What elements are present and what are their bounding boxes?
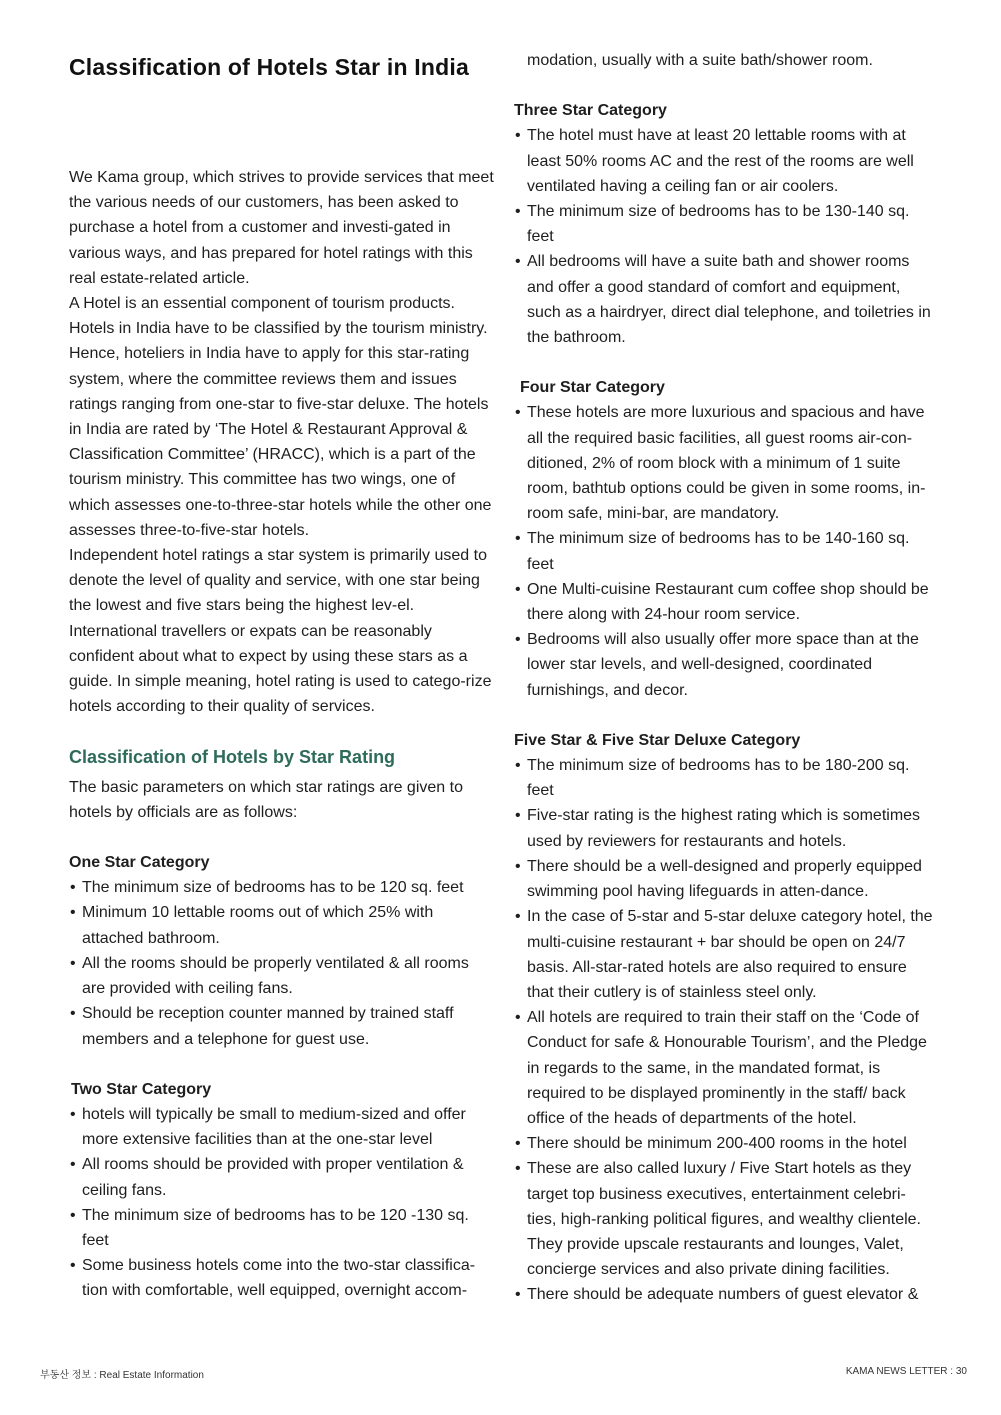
four-star-list bbox=[514, 400, 934, 702]
list-item: • One Multi-cuisine Restaurant cum coffee shop should be there along with 24-hour room service. bbox=[514, 577, 934, 627]
five-star-list bbox=[514, 753, 934, 1307]
page-title: Classification of Hotels Star in India bbox=[69, 54, 469, 80]
list-item: • The minimum size of bedrooms has to be 140-160 sq. feet bbox=[514, 526, 934, 576]
list-item: • These are also called luxury / Five Start hotels as they target top business executives, entertainment celebri-ties, high-ranking political figures, and wealthy clientele. They provide upscale restaurants and lounges, Valet, concierge services and also private dining facilities. bbox=[514, 1156, 934, 1282]
three-star-heading: Three Star Category bbox=[514, 102, 667, 120]
three-star-list bbox=[514, 123, 934, 350]
two-star-heading: Two Star Category bbox=[71, 1080, 212, 1098]
four-star-heading: Four Star Category bbox=[520, 379, 665, 397]
list-item: • There should be a well-designed and properly equipped swimming pool having lifeguards in atten-dance. bbox=[514, 854, 934, 904]
list-item: • In the case of 5-star and 5-star deluxe category hotel, the multi-cuisine restaurant + bar should be open on 24/7 basis. All-star-rated hotels are also required to ensure that their cutlery is of stainless steel only. bbox=[514, 904, 934, 1005]
list-item: • hotels will typically be small to medium-sized and offer more extensive facilities than at the one-star level bbox=[69, 1102, 494, 1152]
list-item: • The hotel must have at least 20 lettable rooms with at least 50% rooms AC and the rest of the rooms are well ventilated having a ceiling fan or air coolers. bbox=[514, 123, 934, 199]
list-item: • Five-star rating is the highest rating which is sometimes used by reviewers for restaurants and hotels. bbox=[514, 803, 934, 853]
list-item: • The minimum size of bedrooms has to be 130-140 sq. feet bbox=[514, 199, 934, 249]
intro-paragraph: A Hotel is an essential component of tourism products. Hotels in India have to be classified by the tourism ministry. Hence, hoteliers in India have to apply for this star-rating system, where the committee reviews them and issues ratings ranging from one-star to five-star deluxe. The hotels in India are rated by ‘The Hotel & Restaurant Approval & Classification Committee’ (HRACC), which is a part of the tourism ministry. This committee has two wings, one of which assesses one-to-three-star hotels while the other one assesses three-to-five-star hotels. bbox=[69, 295, 492, 539]
list-item: • All rooms should be provided with proper ventilation & ceiling fans. bbox=[69, 1152, 494, 1202]
two-star-continuation: modation, usually with a suite bath/shower room. bbox=[527, 52, 873, 69]
list-item: • Some business hotels come into the two-star classifica-tion with comfortable, well equipped, overnight accom- bbox=[69, 1253, 494, 1303]
left-column bbox=[69, 0, 494, 1304]
one-star-list bbox=[69, 875, 494, 1051]
list-item: • There should be minimum 200-400 rooms in the hotel bbox=[514, 1131, 934, 1156]
intro-paragraph: Independent hotel ratings a star system is primarily used to denote the level of quality and service, with one star being the lowest and five stars being the highest lev-el. International travellers or expats can be reasonably confident about what to expect by using these stars as a guide. In simple meaning, hotel rating is used to catego-rize hotels according to their quality of services. bbox=[69, 547, 492, 716]
two-star-list bbox=[69, 1102, 494, 1304]
list-item: • The minimum size of bedrooms has to be 120 sq. feet bbox=[69, 875, 494, 900]
list-item: • The minimum size of bedrooms has to be 180-200 sq. feet bbox=[514, 753, 934, 803]
intro-paragraph: We Kama group, which strives to provide services that meet the various needs of our customers, has been asked to purchase a hotel from a customer and investi-gated in various ways, and has prepared for hotel ratings with this real estate-related article. bbox=[69, 169, 494, 287]
list-item: • Minimum 10 lettable rooms out of which 25% with attached bathroom. bbox=[69, 900, 494, 950]
list-item: • There should be adequate numbers of guest elevator & bbox=[514, 1282, 934, 1307]
one-star-heading: One Star Category bbox=[69, 854, 210, 872]
right-column bbox=[514, 0, 934, 1308]
list-item: • All bedrooms will have a suite bath and shower rooms and offer a good standard of comfort and equipment, such as a hairdryer, direct dial telephone, and toiletries in the bathroom. bbox=[514, 249, 934, 350]
list-item: • The minimum size of bedrooms has to be 120 -130 sq. feet bbox=[69, 1203, 494, 1253]
footer-page-number: KAMA NEWS LETTER : 30 bbox=[845, 1366, 967, 1377]
list-item: • All the rooms should be properly ventilated & all rooms are provided with ceiling fans. bbox=[69, 951, 494, 1001]
section-heading: Classification of Hotels by Star Rating bbox=[69, 747, 396, 768]
five-star-heading: Five Star & Five Star Deluxe Category bbox=[514, 731, 801, 749]
list-item: • All hotels are required to train their staff on the ‘Code of Conduct for safe & Honourable Tourism’, and the Pledge in regards to the same, in the mandated format, is required to be displayed prominently in the staff/ back office of the heads of departments of the hotel. bbox=[514, 1005, 934, 1131]
footer-section-label: 부동산 정보 : Real Estate Information bbox=[40, 1370, 204, 1381]
section-lead: The basic parameters on which star ratings are given to hotels by officials are as follows: bbox=[69, 778, 463, 821]
list-item: • Bedrooms will also usually offer more space than at the lower star levels, and well-designed, coordinated furnishings, and decor. bbox=[514, 627, 934, 703]
list-item: • These hotels are more luxurious and spacious and have all the required basic facilities, all guest rooms air-con-ditioned, 2% of room block with a minimum of 1 suite room, bathtub options could be given in some rooms, in-room safe, mini-bar, are mandatory. bbox=[514, 400, 934, 526]
list-item: • Should be reception counter manned by trained staff members and a telephone for guest use. bbox=[69, 1001, 494, 1051]
